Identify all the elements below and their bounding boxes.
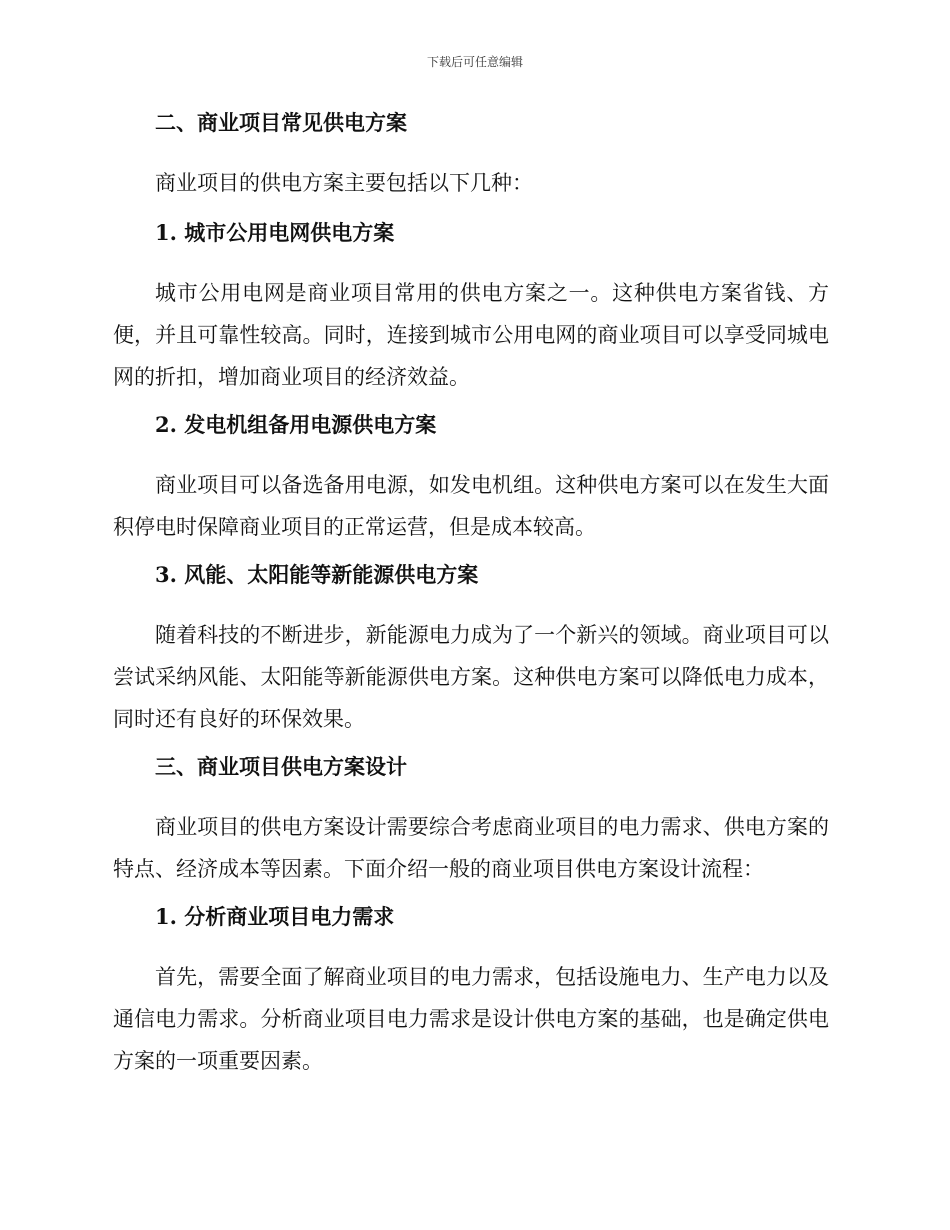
- paragraph-new-energy: 随着科技的不断进步，新能源电力成为了一个新兴的领域。商业项目可以尝试采纳风能、太阳能等新能源供电方案。这种供电方案可以降低电力成本，同时还有良好的环保效果。: [113, 623, 829, 731]
- subheading-generator: 2. 发电机组备用电源供电方案: [155, 412, 437, 437]
- subheading-power-demand: 1. 分析商业项目电力需求: [155, 904, 395, 929]
- paragraph-generator: 商业项目可以备选备用电源，如发电机组。这种供电方案可以在发生大面积停电时保障商业项目的正常运营，但是成本较高。: [113, 473, 829, 539]
- page-header: 下载后可任意编辑: [426, 55, 523, 69]
- paragraph-power-demand: 首先，需要全面了解商业项目的电力需求，包括设施电力、生产电力以及通信电力需求。分析商业项目电力需求是设计供电方案的基础，也是确定供电方案的一项重要因素。: [113, 965, 829, 1073]
- subheading-new-energy: 3. 风能、太阳能等新能源供电方案: [155, 562, 479, 587]
- section-3-intro: 商业项目的供电方案设计需要综合考虑商业项目的电力需求、供电方案的特点、经济成本等因素。下面介绍一般的商业项目供电方案设计流程：: [113, 815, 829, 881]
- section-2-intro: 商业项目的供电方案主要包括以下几种：: [155, 171, 533, 195]
- subheading-city-grid: 1. 城市公用电网供电方案: [155, 220, 395, 245]
- section-heading-3: 三、商业项目供电方案设计: [155, 754, 407, 779]
- paragraph-city-grid: 城市公用电网是商业项目常用的供电方案之一。这种供电方案省钱、方便，并且可靠性较高。同时，连接到城市公用电网的商业项目可以享受同城电网的折扣，增加商业项目的经济效益。: [113, 281, 829, 389]
- section-heading-2: 二、商业项目常见供电方案: [155, 110, 407, 135]
- document-body: [113, 108, 829, 1094]
